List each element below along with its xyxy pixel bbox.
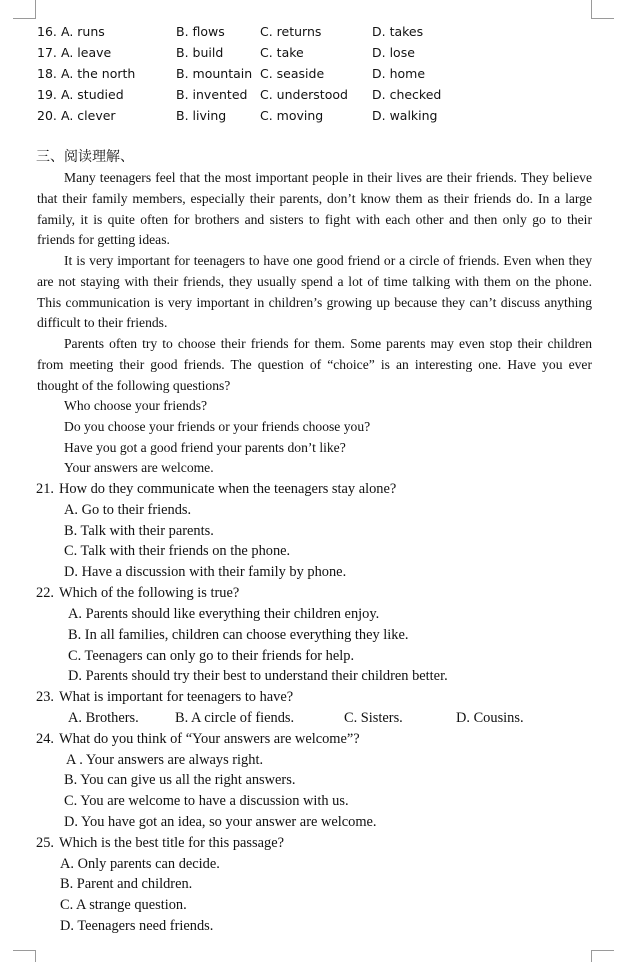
question-stem: [36, 689, 293, 706]
question-text: Which of the following is true?: [59, 585, 240, 601]
answer-option: C. Teenagers can only go to their friends for help.: [68, 648, 355, 664]
answer-option: B. In all families, children can choose everything they like.: [68, 627, 409, 643]
answer-option: A. Only parents can decide.: [60, 856, 220, 872]
option-b: B. mountain: [176, 66, 253, 81]
answer-option: B. Parent and children.: [60, 876, 193, 892]
answer-option: A . Your answers are always right.: [66, 752, 264, 768]
answer-option-row: [0, 710, 600, 730]
question-number: 20.: [37, 108, 57, 123]
passage-paragraph-3: Parents often try to choose their friends for them. Some parents may even stop their children from meeting their good friends. The question of “choice” is an interesting one. Have you ever thought of the following questions?: [37, 336, 592, 393]
option-a: A. runs: [61, 24, 105, 39]
option-c: C. returns: [260, 24, 322, 39]
answer-option: A. Brothers.: [68, 710, 139, 726]
option-a: A. leave: [61, 45, 112, 60]
answer-option: C. Sisters.: [344, 710, 403, 726]
option-b: B. living: [176, 108, 227, 123]
answer-option: D. Teenagers need friends.: [60, 918, 214, 934]
option-d: D. takes: [372, 24, 424, 39]
option-a: A. the north: [61, 66, 136, 81]
question-number: 24.: [36, 731, 54, 747]
corner-mark-bottom-right: [591, 950, 614, 962]
answer-option: D. Cousins.: [456, 710, 524, 726]
option-b: B. build: [176, 45, 224, 60]
answer-option: D. Parents should try their best to understand their children better.: [68, 668, 448, 684]
option-d: D. home: [372, 66, 426, 81]
option-c: C. seaside: [260, 66, 325, 81]
answer-option: B. You can give us all the right answers.: [64, 772, 296, 788]
corner-mark-top-left: [13, 0, 36, 19]
question-text: How do they communicate when the teenagers stay alone?: [59, 481, 397, 497]
answer-option: C. Talk with their friends on the phone.: [64, 543, 291, 559]
answer-option: B. Talk with their parents.: [64, 523, 214, 539]
option-d: D. lose: [372, 45, 415, 60]
option-a: A. clever: [61, 108, 116, 123]
question-text: Which is the best title for this passage?: [59, 835, 284, 851]
section-heading: 三、阅读理解、: [36, 149, 134, 165]
passage-paragraph-2: It is very important for teenagers to have one good friend or a circle of friends. Even when they are not staying with their friends, they usually spend a lot of time talking with them on the phone. This communication is very important in children’s growing up because they can’t discuss anything difficult to their friends.: [37, 253, 592, 331]
passage-line: Who choose your friends?: [64, 398, 208, 413]
answer-option: C. A strange question.: [60, 897, 187, 913]
option-c: C. take: [260, 45, 304, 60]
option-c: C. moving: [260, 108, 324, 123]
question-stem: [36, 481, 396, 498]
answer-option: C. You are welcome to have a discussion with us.: [64, 793, 349, 809]
answer-option: D. You have got an idea, so your answer are welcome.: [64, 814, 377, 830]
answer-option: A. Parents should like everything their children enjoy.: [68, 606, 380, 622]
option-c: C. understood: [260, 87, 348, 102]
answer-option: A. Go to their friends.: [64, 502, 192, 518]
question-number: 18.: [37, 66, 57, 81]
option-a: A. studied: [61, 87, 124, 102]
passage-line: Your answers are welcome.: [64, 460, 214, 475]
corner-mark-top-right: [591, 0, 614, 19]
answer-option: D. Have a discussion with their family by phone.: [64, 564, 347, 580]
option-d: D. checked: [372, 87, 442, 102]
option-d: D. walking: [372, 108, 438, 123]
question-stem: [36, 835, 284, 852]
question-number: 21.: [36, 481, 54, 497]
question-text: What is important for teenagers to have?: [59, 689, 294, 705]
question-text: What do you think of “Your answers are welcome”?: [59, 731, 360, 747]
question-number: 19.: [37, 87, 57, 102]
passage-line: Have you got a good friend your parents don’t like?: [64, 440, 346, 455]
option-b: B. invented: [176, 87, 248, 102]
question-number: 23.: [36, 689, 54, 705]
passage-paragraph-1: Many teenagers feel that the most important people in their lives are their friends. They believe that their family members, especially their parents, don’t know them as their friends do. In a large family, it is quite often for brothers and sisters to fight with each other and then only go to their friends for getting ideas.: [37, 170, 592, 248]
question-number: 22.: [36, 585, 54, 601]
passage-line: Do you choose your friends or your friends choose you?: [64, 419, 371, 434]
corner-mark-bottom-left: [13, 950, 36, 962]
option-b: B. flows: [176, 24, 225, 39]
answer-option: B. A circle of fiends.: [175, 710, 295, 726]
question-number: 17.: [37, 45, 57, 60]
question-number: 25.: [36, 835, 54, 851]
question-stem: [36, 585, 239, 602]
question-number: 16.: [37, 24, 57, 39]
question-stem: [36, 731, 360, 748]
